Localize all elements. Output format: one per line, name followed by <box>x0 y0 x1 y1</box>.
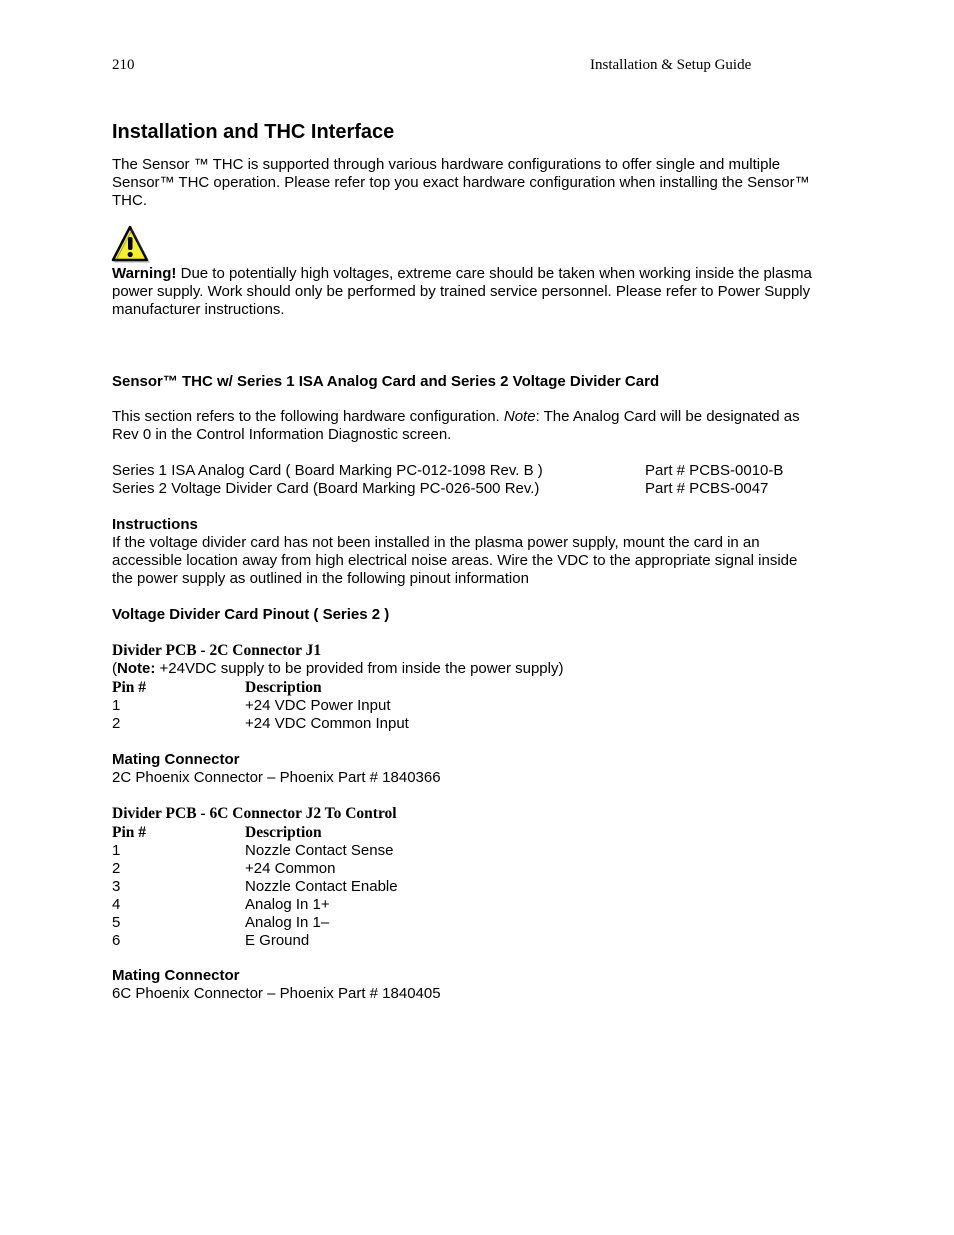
j2-mating-text: 6C Phoenix Connector – Phoenix Part # 1840405 <box>112 985 441 1002</box>
j2-pin: 3 <box>112 878 121 895</box>
j2-desc: Analog In 1+ <box>245 896 330 913</box>
j2-title: Divider PCB - 6C Connector J2 To Control <box>112 805 397 822</box>
j2-desc: Analog In 1– <box>245 914 330 931</box>
j2-desc: Nozzle Contact Sense <box>245 842 394 859</box>
section-intro-text: This section refers to the following hardware configuration. <box>112 408 504 425</box>
hardware-part: Part # PCBS-0047 <box>645 480 769 497</box>
j2-col-pin: Pin # <box>112 824 147 841</box>
j2-mating-heading: Mating Connector <box>112 967 240 984</box>
section-title: Sensor™ THC w/ Series 1 ISA Analog Card and Series 2 Voltage Divider Card <box>112 373 660 390</box>
hardware-row <box>112 462 543 480</box>
j2-pin: 4 <box>112 896 121 913</box>
section-note-label: Note <box>503 408 536 425</box>
j1-desc: +24 VDC Common Input <box>245 715 409 732</box>
j1-note-open: ( <box>112 660 117 677</box>
running-title: Installation & Setup Guide <box>590 57 752 73</box>
j2-desc: Nozzle Contact Enable <box>245 878 398 895</box>
warning-paragraph <box>112 265 822 319</box>
section-note-text: : The Analog Card will be designated as Rev 0 in the Control Information Diagnostic screen. <box>112 408 800 443</box>
j2-pin: 5 <box>112 914 121 931</box>
j1-note-label: Note: <box>117 660 156 677</box>
j2-pin: 1 <box>112 842 121 859</box>
warning-label: Warning! <box>112 265 177 282</box>
page-number: 210 <box>112 57 135 73</box>
j1-col-pin: Pin # <box>112 679 147 696</box>
section-intro <box>112 408 822 444</box>
instructions-heading: Instructions <box>112 516 198 533</box>
j2-col-desc: Description <box>245 824 322 841</box>
instructions-text: If the voltage divider card has not been installed in the plasma power supply, mount the card in an accessible location away from high electrical noise areas. Wire the VDC to the appropriate signal inside the power supply as outlined in the following pinout information <box>112 534 798 587</box>
hardware-name: Series 2 Voltage Divider Card (Board Marking PC-026-500 Rev.) <box>112 480 540 497</box>
hardware-name: Series 1 ISA Analog Card ( Board Marking PC-012-1098 Rev. B ) <box>112 462 543 479</box>
warning-triangle-icon <box>110 224 150 264</box>
j1-col-desc: Description <box>245 679 322 696</box>
j2-pin: 2 <box>112 860 121 877</box>
warning-text: Due to potentially high voltages, extreme care should be taken when working inside the plasma power supply. Work should only be performed by trained service personnel. Please refer to Power Supply manufacturer instructions. <box>112 265 812 318</box>
j2-desc: +24 Common <box>245 860 336 877</box>
j1-mating-heading: Mating Connector <box>112 751 240 768</box>
j1-mating-text: 2C Phoenix Connector – Phoenix Part # 1840366 <box>112 769 441 786</box>
j1-note <box>112 660 563 678</box>
j1-title: Divider PCB - 2C Connector J1 <box>112 642 322 659</box>
j2-desc: E Ground <box>245 932 310 949</box>
j1-pin: 2 <box>112 715 121 732</box>
hardware-row <box>112 480 539 498</box>
page-title: Installation and THC Interface <box>112 121 395 143</box>
pinout-title: Voltage Divider Card Pinout ( Series 2 ) <box>112 606 390 623</box>
hardware-part: Part # PCBS-0010-B <box>645 462 784 479</box>
j1-note-text: +24VDC supply to be provided from inside the power supply) <box>155 660 564 677</box>
j1-desc: +24 VDC Power Input <box>245 697 391 714</box>
j1-pin: 1 <box>112 697 121 714</box>
intro-paragraph: The Sensor ™ THC is supported through various hardware configurations to offer single and multiple Sensor™ THC operation. Please refer top you exact hardware configuration when installing the Sensor™ THC. <box>112 156 810 209</box>
j2-pin: 6 <box>112 932 121 949</box>
